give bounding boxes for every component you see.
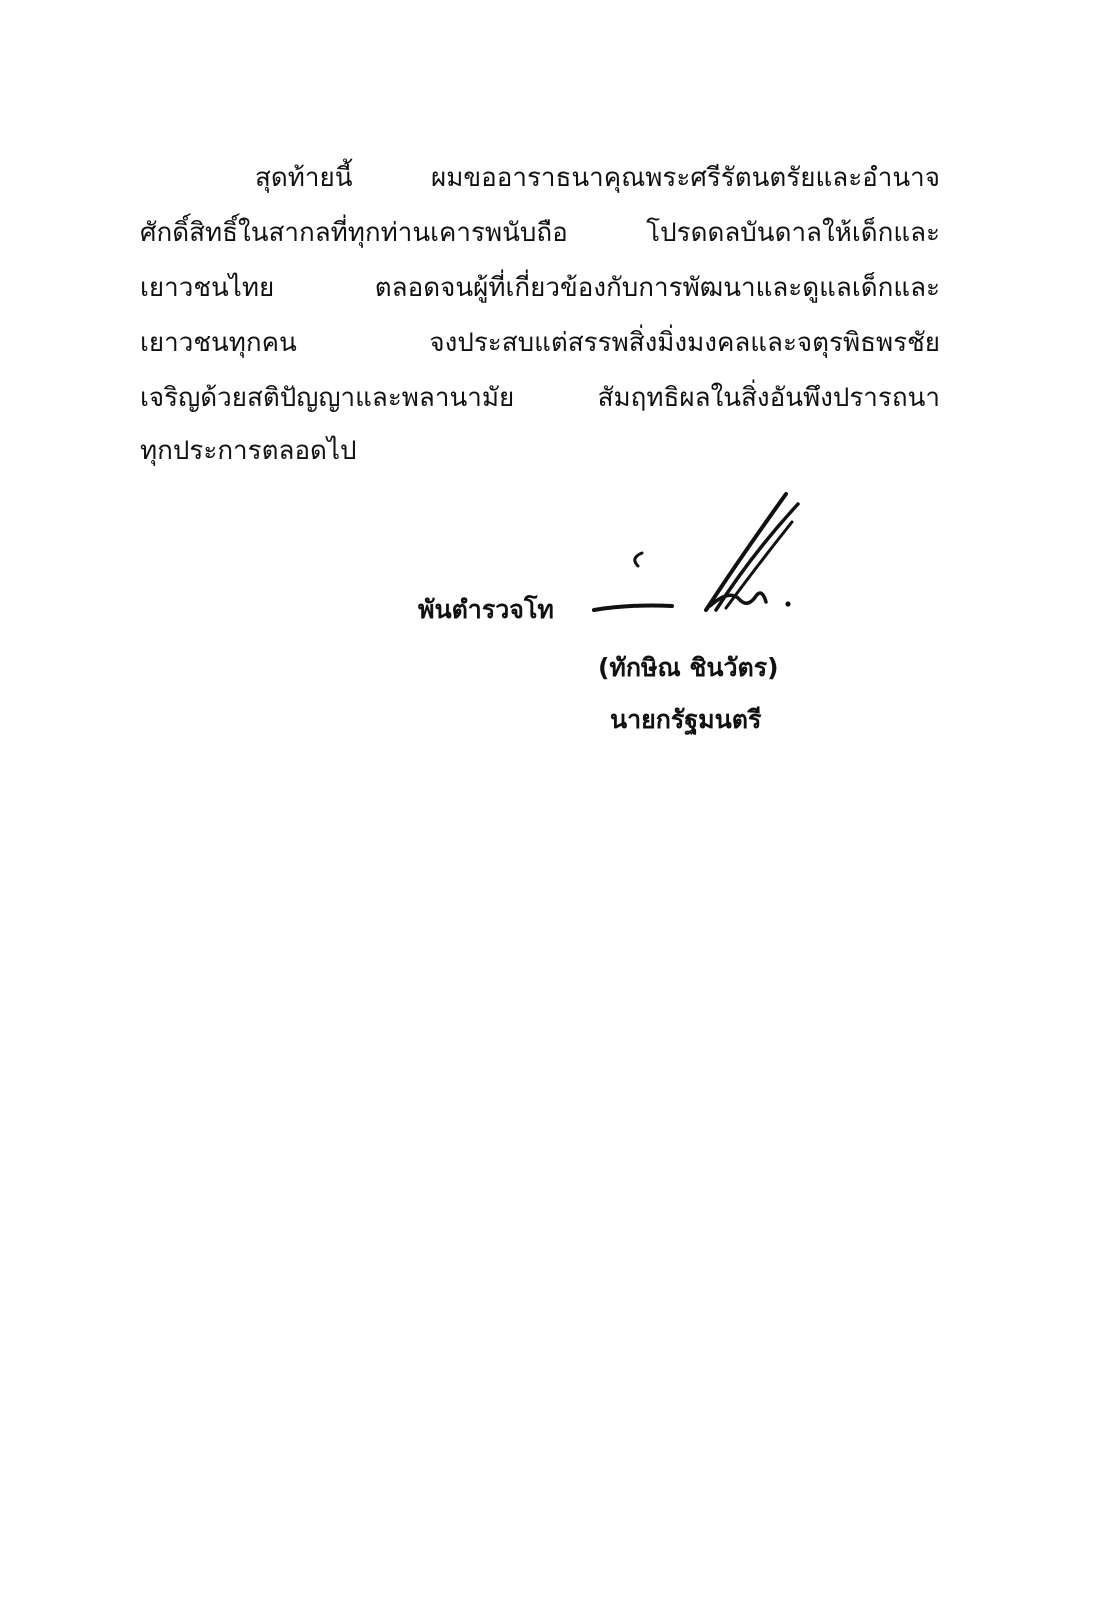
- signatory-rank: พันตำรวจโท: [418, 595, 554, 624]
- paragraph-line-3: [140, 260, 940, 316]
- paragraph-line-1-part-1: สุดท้ายนี้: [255, 163, 353, 193]
- paragraph-line-4-part-1: เยาวชนทุกคน: [140, 328, 297, 358]
- paragraph-line-2-part-2: โปรดดลบันดาลให้เด็กและ: [646, 218, 940, 248]
- paragraph-line-5-part-2: สัมฤทธิผลในสิ่งอันพึงปรารถนา: [597, 383, 940, 413]
- signatory-name: (ทักษิณ ชินวัตร): [598, 653, 779, 682]
- paragraph-line-6-part-1: ทุกประการตลอดไป: [140, 436, 357, 466]
- paragraph-line-5-part-1: เจริญด้วยสติปัญญาและพลานามัย: [140, 383, 515, 413]
- paragraph-line-1-part-2: ผมขออาราธนาคุณพระศรีรัตนตรัยและอำนาจ: [430, 163, 940, 193]
- paragraph-line-4-part-2: จงประสบแต่สรรพสิ่งมิ่งมงคลและจตุรพิธพรชัย: [429, 328, 940, 358]
- paragraph-line-4: [140, 315, 940, 371]
- paragraph-line-2-part-1: ศักดิ์สิทธิ์ในสากลที่ทุกท่านเคารพนับถือ: [140, 218, 568, 248]
- paragraph-line-3-part-1: เยาวชนไทย: [140, 273, 275, 303]
- paragraph-line-6: [140, 423, 940, 479]
- handwritten-signature: [590, 488, 810, 628]
- paragraph-line-3-part-2: ตลอดจนผู้ที่เกี่ยวข้องกับการพัฒนาและดูแลเด็กและ: [374, 273, 940, 303]
- signatory-position: นายกรัฐมนตรี: [610, 705, 762, 734]
- paragraph-line-5: [140, 370, 940, 426]
- paragraph-line-2: [140, 205, 940, 261]
- paragraph-line-1: [255, 150, 940, 206]
